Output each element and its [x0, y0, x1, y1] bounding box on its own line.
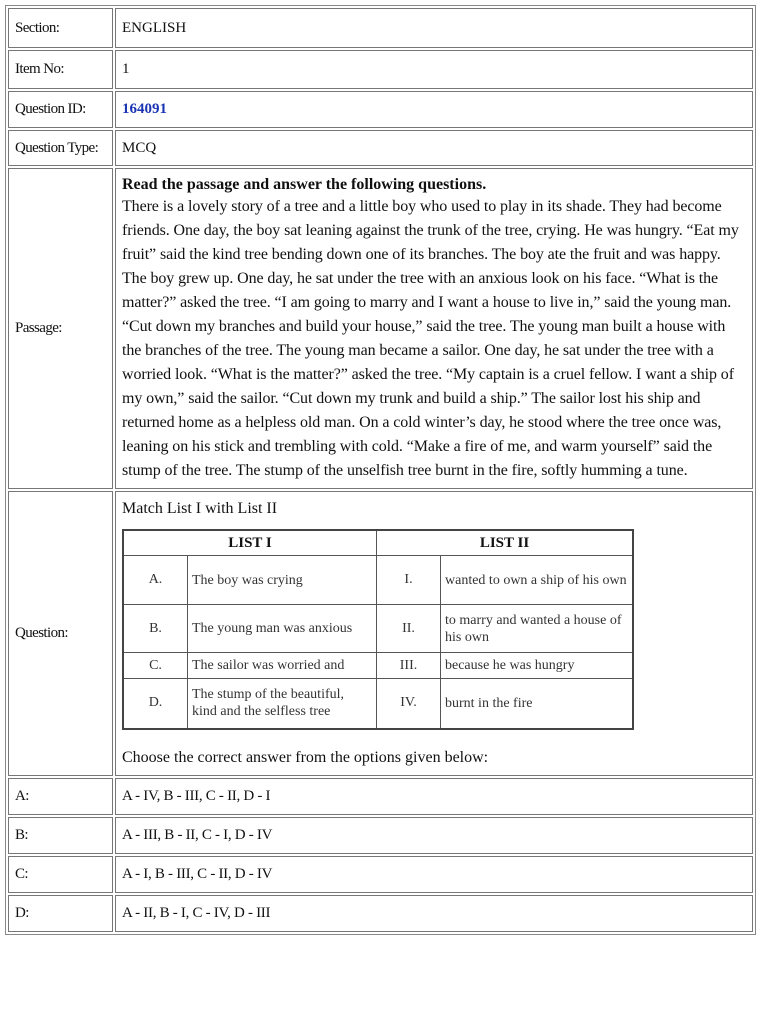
option-label: B:: [8, 817, 113, 854]
question-instruction: Choose the correct answer from the options given below:: [122, 748, 489, 766]
question-sheet: [5, 5, 756, 935]
question-type-label: Question Type:: [8, 130, 113, 166]
passage-label: Passage:: [8, 168, 113, 489]
passage-heading: Read the passage and answer the following questions.: [122, 176, 487, 193]
list-two-text: wanted to own a ship of his own: [441, 556, 634, 605]
option-row-d[interactable]: [8, 895, 753, 932]
question-row: [8, 491, 753, 776]
question-cell: [115, 491, 753, 776]
option-d-value[interactable]: A - II, B - I, C - IV, D - III: [115, 895, 753, 932]
passage-text: There is a lovely story of a tree and a little boy who used to play in its shade. They had become friends. One day, the boy sat leaning against the trunk of the tree, crying. He was hungry. “Eat my fruit” said the kind tree bending down one of its branches. The boy ate the fruit and was happy. The boy grew up. One day, he sat under the tree with an anxious look on his face. “What is the matter?” asked the tree. “I am going to marry and I want a house to live in,” said the young man. “Cut down my branches and build your house,” said the tree. The young man built a house with the branches of the tree. The young man became a sailor. One day, he sat under the tree with a worried look. “What is the matter?” asked the tree. “My captain is a cruel fellow. I want a ship of my own,” said the sailor. “Cut down my trunk and build a ship.” The sailor lost his ship and returned home as a helpless old man. On a cold winter’s day, he stood where the tree once was, leaning on his stick and trembling with cold. “Make a fire of me, and warm yourself” said the stump of the tree. The stump of the unselfish tree burnt in the fire, softly humming a tune.: [122, 198, 739, 479]
passage-cell: [115, 168, 753, 489]
question-type-row: [8, 130, 753, 166]
list-one-key: D.: [123, 679, 188, 729]
list-one-header: LIST I: [123, 530, 377, 556]
list-two-text: burnt in the fire: [441, 679, 634, 729]
match-row: [123, 605, 633, 653]
question-label: Question:: [8, 491, 113, 776]
list-two-key: III.: [377, 653, 441, 679]
question-intro: Match List I with List II: [122, 500, 278, 517]
match-row: [123, 679, 633, 729]
option-label: C:: [8, 856, 113, 893]
option-a-value[interactable]: A - IV, B - III, C - II, D - I: [115, 778, 753, 815]
match-row: [123, 653, 633, 679]
match-table: [122, 529, 634, 730]
question-details-table: [5, 5, 756, 935]
section-label: Section:: [8, 8, 113, 48]
question-id-label: Question ID:: [8, 91, 113, 128]
list-one-text: The stump of the beautiful, kind and the selfless tree: [188, 679, 377, 729]
list-two-header: LIST II: [377, 530, 634, 556]
option-row-c[interactable]: [8, 856, 753, 893]
list-two-text: to marry and wanted a house of his own: [441, 605, 634, 653]
list-one-text: The sailor was worried and: [188, 653, 377, 679]
list-one-key: B.: [123, 605, 188, 653]
section-row: [8, 8, 753, 48]
list-two-text: because he was hungry: [441, 653, 634, 679]
option-label: A:: [8, 778, 113, 815]
option-b-value[interactable]: A - III, B - II, C - I, D - IV: [115, 817, 753, 854]
list-one-text: The young man was anxious: [188, 605, 377, 653]
item-value: 1: [115, 50, 753, 89]
option-c-value[interactable]: A - I, B - III, C - II, D - IV: [115, 856, 753, 893]
match-row: [123, 556, 633, 605]
match-header-row: [123, 530, 633, 556]
list-one-text: The boy was crying: [188, 556, 377, 605]
option-row-a[interactable]: [8, 778, 753, 815]
list-two-key: II.: [377, 605, 441, 653]
question-type-value: MCQ: [115, 130, 753, 166]
section-value: ENGLISH: [115, 8, 753, 48]
question-id-cell: [115, 91, 753, 128]
passage-row: [8, 168, 753, 489]
item-label: Item No:: [8, 50, 113, 89]
list-two-key: IV.: [377, 679, 441, 729]
question-id-row: [8, 91, 753, 128]
item-row: [8, 50, 753, 89]
list-one-key: A.: [123, 556, 188, 605]
option-row-b[interactable]: [8, 817, 753, 854]
list-two-key: I.: [377, 556, 441, 605]
list-one-key: C.: [123, 653, 188, 679]
option-label: D:: [8, 895, 113, 932]
question-id-value: 164091: [122, 101, 167, 117]
